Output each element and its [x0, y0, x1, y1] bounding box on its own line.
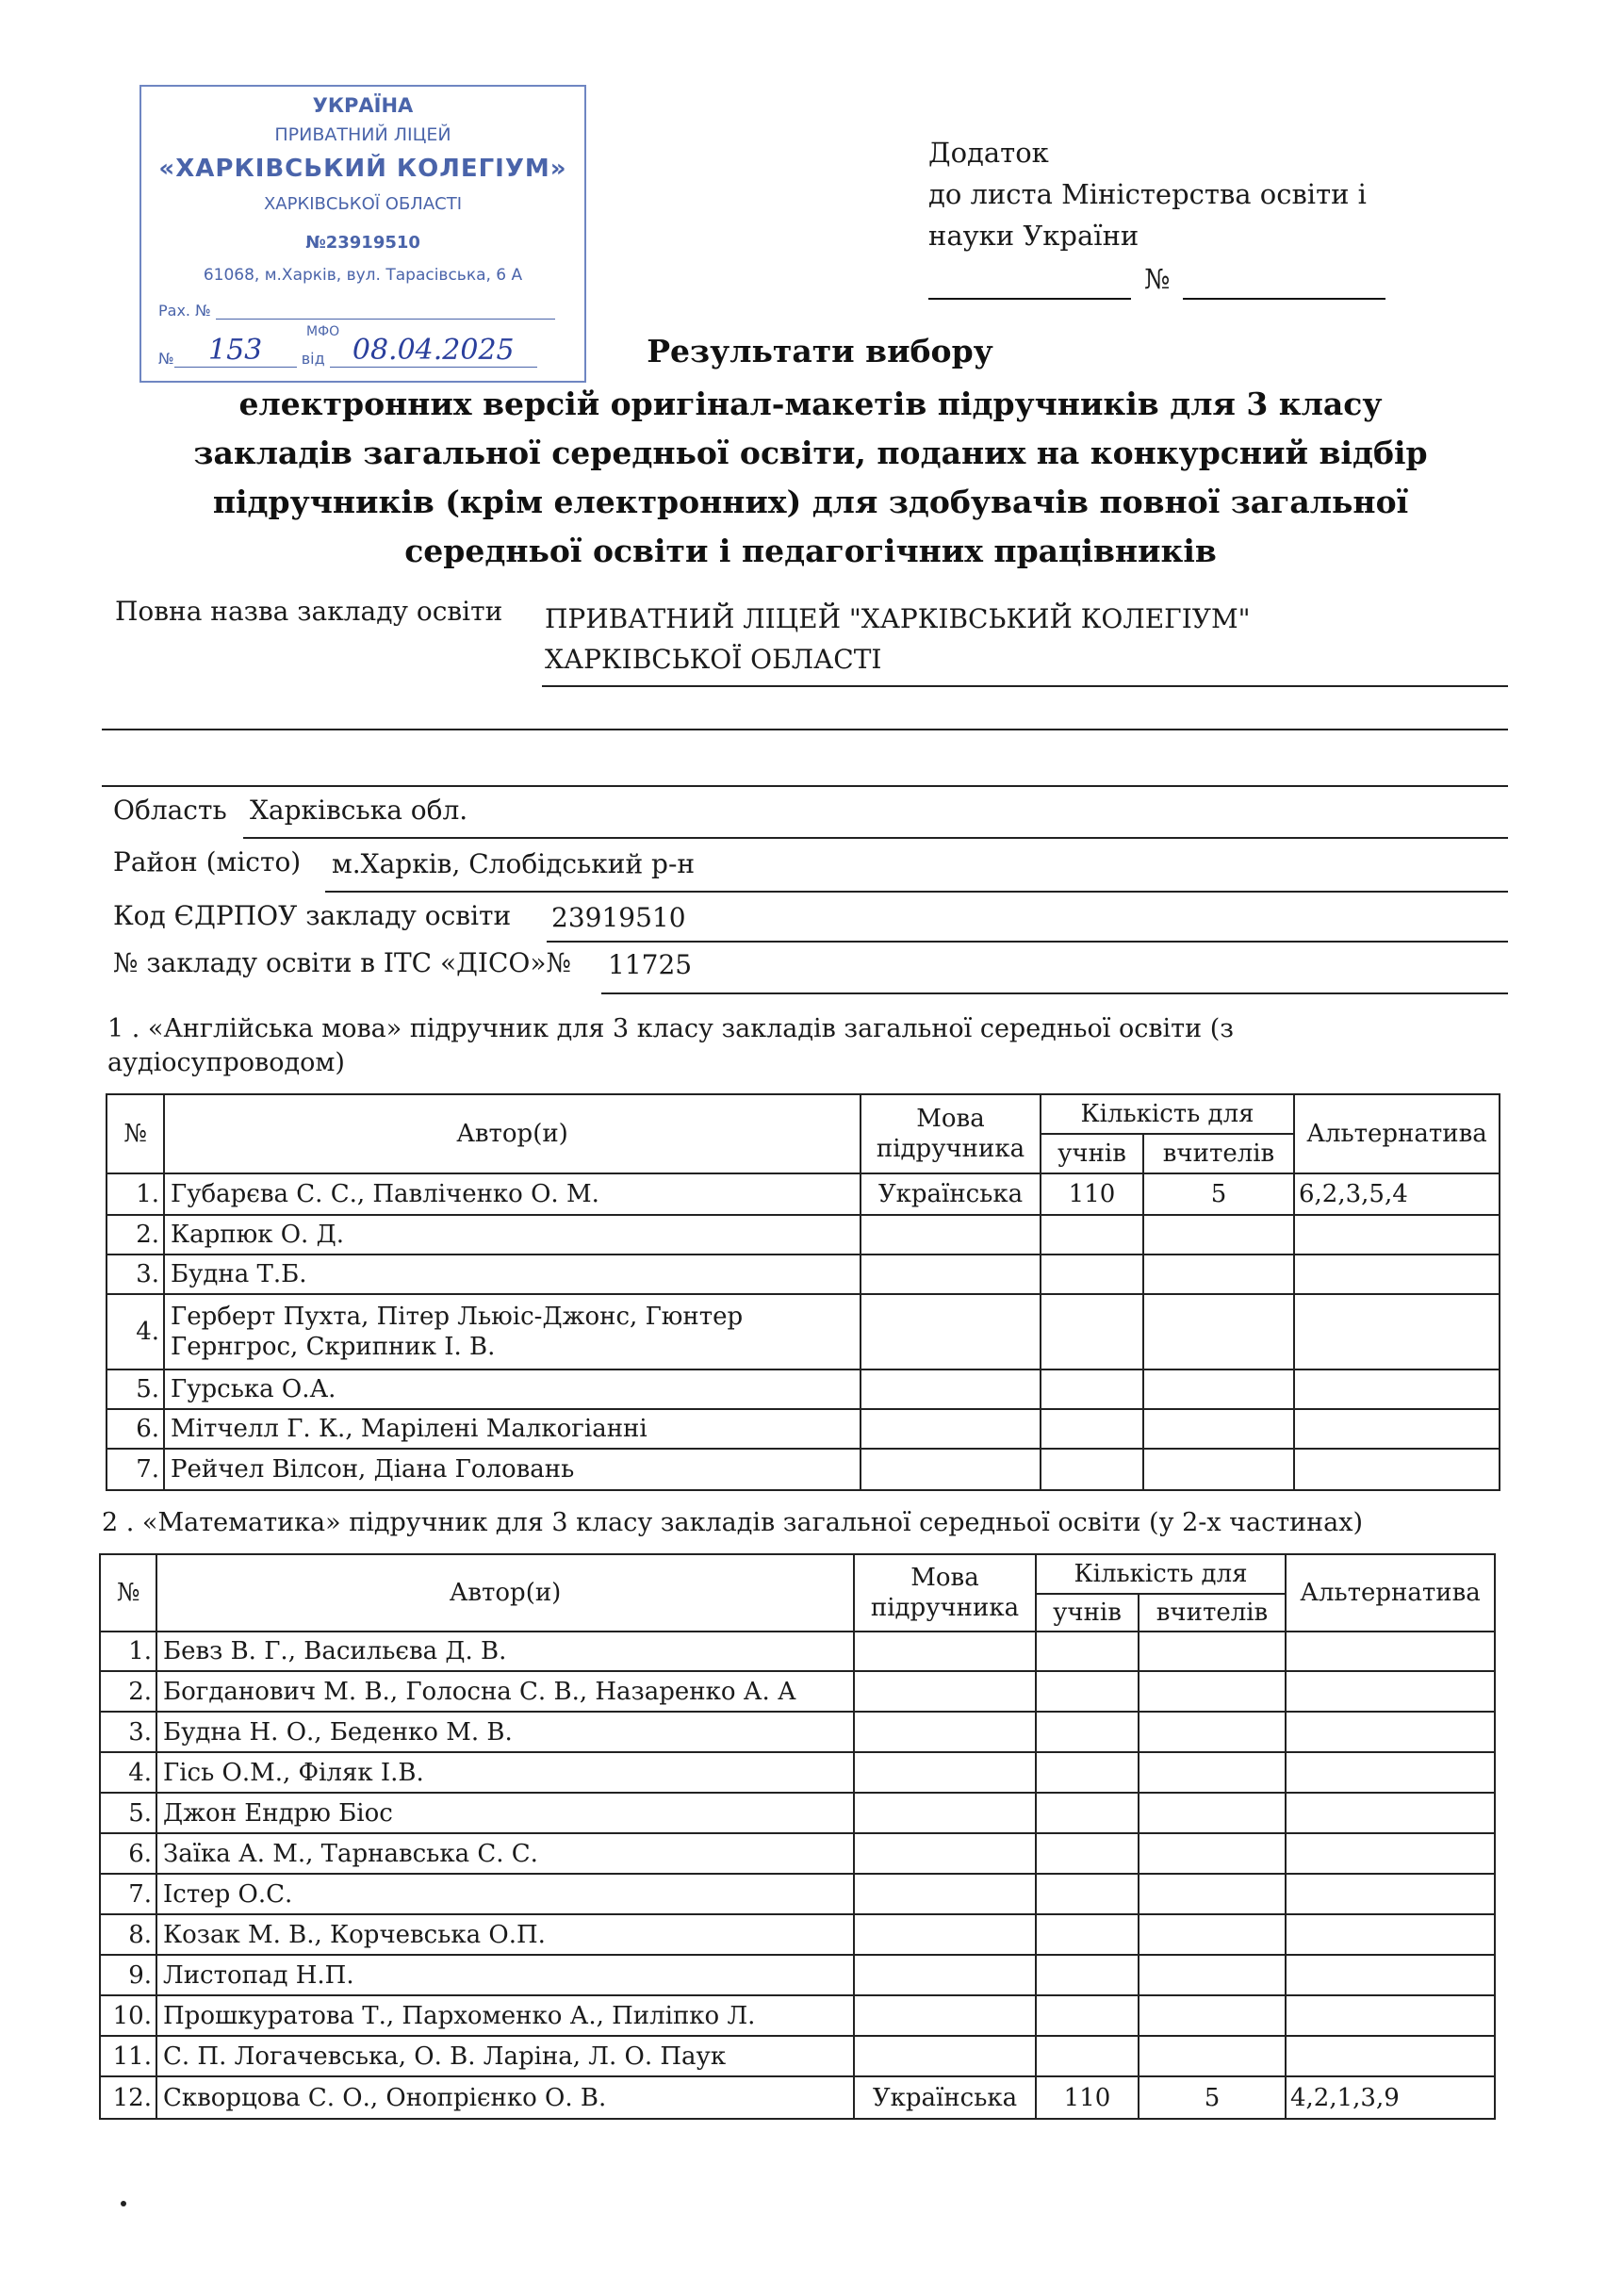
- row-authors: Козак М. В., Корчевська О.П.: [156, 1914, 854, 1955]
- row-alternative: [1286, 1632, 1495, 1671]
- addendum-date-blank: [928, 298, 1131, 300]
- table-row: [107, 1294, 1500, 1369]
- row-num: 10.: [100, 1995, 156, 2036]
- row-teachers: [1139, 1712, 1286, 1752]
- row-students: 110: [1041, 1173, 1143, 1215]
- row-language: [854, 1752, 1036, 1793]
- scan-speck: [121, 2201, 126, 2206]
- row-language: [854, 1955, 1036, 1995]
- disco-value: 11725: [608, 949, 693, 980]
- table-row: [100, 1955, 1495, 1995]
- row-students: [1041, 1409, 1143, 1449]
- row-language: [854, 1874, 1036, 1914]
- row-alternative: [1294, 1255, 1500, 1294]
- row-num: 7.: [107, 1449, 164, 1490]
- row-num: 2.: [107, 1215, 164, 1255]
- row-alternative: [1294, 1294, 1500, 1369]
- row-authors: Істер О.С.: [156, 1874, 854, 1914]
- row-alternative: [1286, 1671, 1495, 1712]
- row-students: [1041, 1449, 1143, 1490]
- region-label: Область: [113, 795, 227, 826]
- row-students: [1036, 1671, 1139, 1712]
- row-num: 4.: [107, 1294, 164, 1369]
- addendum-number-blank: [1183, 298, 1385, 300]
- document-title-line-3: закладів загальної середньої освіти, поданих на конкурсний відбір: [193, 435, 1428, 471]
- row-teachers: [1143, 1409, 1294, 1449]
- edrpou-value: 23919510: [551, 902, 686, 933]
- table-row: [107, 1215, 1500, 1255]
- header-alternative: Альтернатива: [1286, 1554, 1495, 1632]
- row-students: [1041, 1294, 1143, 1369]
- row-authors: Будна Н. О., Беденко М. В.: [156, 1712, 854, 1752]
- row-authors: Рейчел Вілсон, Діана Головань: [164, 1449, 861, 1490]
- region-underline: [243, 837, 1508, 839]
- document-title-line-5: середньої освіти і педагогічних працівників: [404, 533, 1217, 569]
- row-alternative: [1286, 1833, 1495, 1874]
- row-authors: Бевз В. Г., Васильєва Д. В.: [156, 1632, 854, 1671]
- table-row: [100, 1914, 1495, 1955]
- edrpou-underline: [547, 941, 1508, 943]
- addendum-number-sign: №: [1144, 263, 1171, 295]
- edrpou-label: Код ЄДРПОУ закладу освіти: [113, 900, 512, 931]
- addendum-line-3: науки України: [928, 220, 1139, 252]
- table-row: [100, 1833, 1495, 1874]
- table-row: [100, 1752, 1495, 1793]
- row-num: 6.: [100, 1833, 156, 1874]
- header-num: №: [107, 1094, 164, 1173]
- row-alternative: 6,2,3,5,4: [1294, 1173, 1500, 1215]
- row-students: [1036, 1914, 1139, 1955]
- row-authors: Листопад Н.П.: [156, 1955, 854, 1995]
- row-language: [861, 1449, 1041, 1490]
- header-students: учнів: [1041, 1134, 1143, 1173]
- table-row: [107, 1255, 1500, 1294]
- row-students: [1036, 2036, 1139, 2076]
- row-num: 3.: [100, 1712, 156, 1752]
- header-teachers: вчителів: [1139, 1594, 1286, 1632]
- row-students: [1041, 1369, 1143, 1409]
- row-teachers: [1143, 1255, 1294, 1294]
- disco-underline: [601, 992, 1508, 994]
- row-teachers: [1143, 1215, 1294, 1255]
- full-name-extra-line-2: [102, 785, 1508, 787]
- row-language: [854, 2036, 1036, 2076]
- header-authors: Автор(и): [156, 1554, 854, 1632]
- row-num: 1.: [100, 1632, 156, 1671]
- stamp-code: №23919510: [305, 233, 420, 253]
- row-num: 4.: [100, 1752, 156, 1793]
- stamp-name: «ХАРКІВСЬКИЙ КОЛЕГІУМ»: [158, 155, 567, 183]
- row-alternative: [1286, 2036, 1495, 2076]
- row-num: 11.: [100, 2036, 156, 2076]
- row-alternative: [1286, 1712, 1495, 1752]
- table-row: [100, 2036, 1495, 2076]
- row-alternative: [1294, 1449, 1500, 1490]
- document-title-line-4: підручників (крім електронних) для здобувачів повної загальної: [212, 484, 1409, 520]
- header-quantity: Кількість для: [1036, 1554, 1286, 1594]
- row-num: 7.: [100, 1874, 156, 1914]
- stamp-number-label: №: [158, 350, 174, 368]
- row-num: 5.: [100, 1793, 156, 1833]
- section-2-heading: 2 . «Математика» підручник для 3 класу закладів загальної середньої освіти (у 2-х частинах): [102, 1508, 1364, 1537]
- region-value: Харківська обл.: [250, 795, 468, 826]
- stamp-region: ХАРКІВСЬКОЇ ОБЛАСТІ: [263, 194, 463, 214]
- full-name-value-line-2: ХАРКІВСЬКОЇ ОБЛАСТІ: [545, 644, 882, 675]
- row-teachers: [1139, 1752, 1286, 1793]
- section-1-heading: 1 . «Англійська мова» підручник для 3 класу закладів загальної середньої освіти (з аудіосупроводом): [107, 1014, 1234, 1077]
- row-alternative: [1286, 1914, 1495, 1955]
- stamp-account-row: [158, 302, 569, 320]
- header-alternative: Альтернатива: [1294, 1094, 1500, 1173]
- row-teachers: [1139, 1874, 1286, 1914]
- row-authors: Джон Ендрю Біос: [156, 1793, 854, 1833]
- row-language: [854, 1632, 1036, 1671]
- row-alternative: 4,2,1,3,9: [1286, 2076, 1495, 2119]
- row-teachers: [1139, 1833, 1286, 1874]
- header-teachers: вчителів: [1143, 1134, 1294, 1173]
- section-2-table: [99, 1553, 1496, 2120]
- row-students: [1036, 1833, 1139, 1874]
- header-language: Мова підручника: [861, 1094, 1041, 1173]
- table-row: [100, 1632, 1495, 1671]
- row-language: [854, 1671, 1036, 1712]
- table-row: [100, 1793, 1495, 1833]
- row-language: [854, 1833, 1036, 1874]
- row-authors: Будна Т.Б.: [164, 1255, 861, 1294]
- row-students: [1036, 1712, 1139, 1752]
- row-num: 6.: [107, 1409, 164, 1449]
- stamp-number-row: [158, 334, 569, 368]
- row-language: [861, 1294, 1041, 1369]
- table-row: [107, 1173, 1500, 1215]
- row-students: [1036, 1874, 1139, 1914]
- table-header-row: [100, 1554, 1495, 1594]
- row-language: Українська: [861, 1173, 1041, 1215]
- row-language: [861, 1255, 1041, 1294]
- row-teachers: [1139, 1995, 1286, 2036]
- row-teachers: [1139, 1793, 1286, 1833]
- row-authors: С. П. Логачевська, О. В. Ларіна, Л. О. Паук: [156, 2036, 854, 2076]
- row-language: [854, 1712, 1036, 1752]
- row-alternative: [1294, 1215, 1500, 1255]
- row-authors: Герберт Пухта, Пітер Льюіс-Джонс, Гюнтер Гернгрос, Скрипник І. В.: [164, 1294, 861, 1369]
- row-teachers: [1139, 1914, 1286, 1955]
- row-alternative: [1286, 1793, 1495, 1833]
- row-alternative: [1286, 1995, 1495, 2036]
- row-teachers: [1143, 1449, 1294, 1490]
- stamp-date-value: 08.04.2025: [352, 334, 515, 367]
- stamp-account-line: [216, 319, 555, 320]
- stamp-date-label: від: [301, 350, 325, 368]
- row-alternative: [1294, 1369, 1500, 1409]
- table-row: [107, 1449, 1500, 1490]
- addendum-note: [928, 132, 1385, 300]
- table-row: [100, 1995, 1495, 2036]
- row-students: [1036, 1955, 1139, 1995]
- stamp-address: 61068, м.Харків, вул. Тарасівська, 6 А: [203, 266, 523, 285]
- row-teachers: [1139, 2036, 1286, 2076]
- full-name-extra-line-1: [102, 729, 1508, 730]
- row-teachers: 5: [1143, 1173, 1294, 1215]
- district-label: Район (місто): [113, 846, 302, 877]
- row-num: 8.: [100, 1914, 156, 1955]
- row-students: [1041, 1255, 1143, 1294]
- full-name-value-line-1: ПРИВАТНИЙ ЛІЦЕЙ "ХАРКІВСЬКИЙ КОЛЕГІУМ": [545, 603, 1251, 634]
- row-language: [854, 1995, 1036, 2036]
- full-name-label: Повна назва закладу освіти: [115, 596, 503, 627]
- stamp-number-value: 153: [208, 334, 263, 367]
- table-row: [107, 1409, 1500, 1449]
- row-language: [861, 1409, 1041, 1449]
- row-authors: Губарєва С. С., Павліченко О. М.: [164, 1173, 861, 1215]
- row-authors: Богданович М. В., Голосна С. В., Назаренко А. А: [156, 1671, 854, 1712]
- row-num: 5.: [107, 1369, 164, 1409]
- row-authors: Гурська О.А.: [164, 1369, 861, 1409]
- row-students: [1036, 1995, 1139, 2036]
- row-language: [854, 1793, 1036, 1833]
- header-num: №: [100, 1554, 156, 1632]
- row-language: [854, 1914, 1036, 1955]
- row-alternative: [1286, 1874, 1495, 1914]
- district-underline: [325, 891, 1508, 893]
- institution-stamp: [139, 85, 586, 383]
- header-students: учнів: [1036, 1594, 1139, 1632]
- row-language: Українська: [854, 2076, 1036, 2119]
- addendum-signature-line: [928, 258, 1385, 300]
- table-row: [100, 1671, 1495, 1712]
- addendum-line-2: до листа Міністерства освіти і: [928, 178, 1367, 210]
- row-teachers: [1139, 1632, 1286, 1671]
- stamp-account-label: Рах. №: [158, 302, 211, 320]
- row-alternative: [1286, 1955, 1495, 1995]
- row-num: 9.: [100, 1955, 156, 1995]
- stamp-mfo-label: МФО: [306, 324, 340, 339]
- table-row: [100, 1874, 1495, 1914]
- table-row: [100, 1712, 1495, 1752]
- row-students: [1036, 1793, 1139, 1833]
- row-language: [861, 1369, 1041, 1409]
- row-authors: Гісь О.М., Філяк І.В.: [156, 1752, 854, 1793]
- disco-label: № закладу освіти в ІТС «ДІСО»№: [113, 947, 571, 978]
- table-row: [107, 1369, 1500, 1409]
- row-authors: Заїка А. М., Тарнавська С. С.: [156, 1833, 854, 1874]
- row-teachers: [1143, 1294, 1294, 1369]
- header-language: Мова підручника: [854, 1554, 1036, 1632]
- row-teachers: 5: [1139, 2076, 1286, 2119]
- row-alternative: [1286, 1752, 1495, 1793]
- header-quantity: Кількість для: [1041, 1094, 1294, 1134]
- row-teachers: [1143, 1369, 1294, 1409]
- row-students: 110: [1036, 2076, 1139, 2119]
- row-num: 1.: [107, 1173, 164, 1215]
- header-authors: Автор(и): [164, 1094, 861, 1173]
- row-students: [1036, 1752, 1139, 1793]
- section-1-table: [106, 1093, 1500, 1491]
- district-value: м.Харків, Слобідський р-н: [332, 848, 696, 879]
- document-title-line-1: Результати вибору: [647, 333, 993, 369]
- row-authors: Карпюк О. Д.: [164, 1215, 861, 1255]
- row-alternative: [1294, 1409, 1500, 1449]
- row-students: [1036, 1632, 1139, 1671]
- addendum-line-1: Додаток: [928, 137, 1049, 169]
- row-authors: Прошкуратова Т., Пархоменко А., Пиліпко Л.: [156, 1995, 854, 2036]
- row-students: [1041, 1215, 1143, 1255]
- stamp-type: ПРИВАТНИЙ ЛІЦЕЙ: [274, 124, 451, 145]
- row-num: 12.: [100, 2076, 156, 2119]
- row-language: [861, 1215, 1041, 1255]
- row-teachers: [1139, 1671, 1286, 1712]
- full-name-underline: [542, 685, 1508, 687]
- stamp-country: УКРАЇНА: [312, 94, 414, 117]
- row-teachers: [1139, 1955, 1286, 1995]
- row-num: 3.: [107, 1255, 164, 1294]
- row-num: 2.: [100, 1671, 156, 1712]
- table-header-row: [107, 1094, 1500, 1134]
- table-row: [100, 2076, 1495, 2119]
- row-authors: Скворцова С. О., Онопрієнко О. В.: [156, 2076, 854, 2119]
- row-authors: Мітчелл Г. К., Марілені Малкогіанні: [164, 1409, 861, 1449]
- document-title-line-2: електронних версій оригінал-макетів підручників для 3 класу: [238, 385, 1383, 422]
